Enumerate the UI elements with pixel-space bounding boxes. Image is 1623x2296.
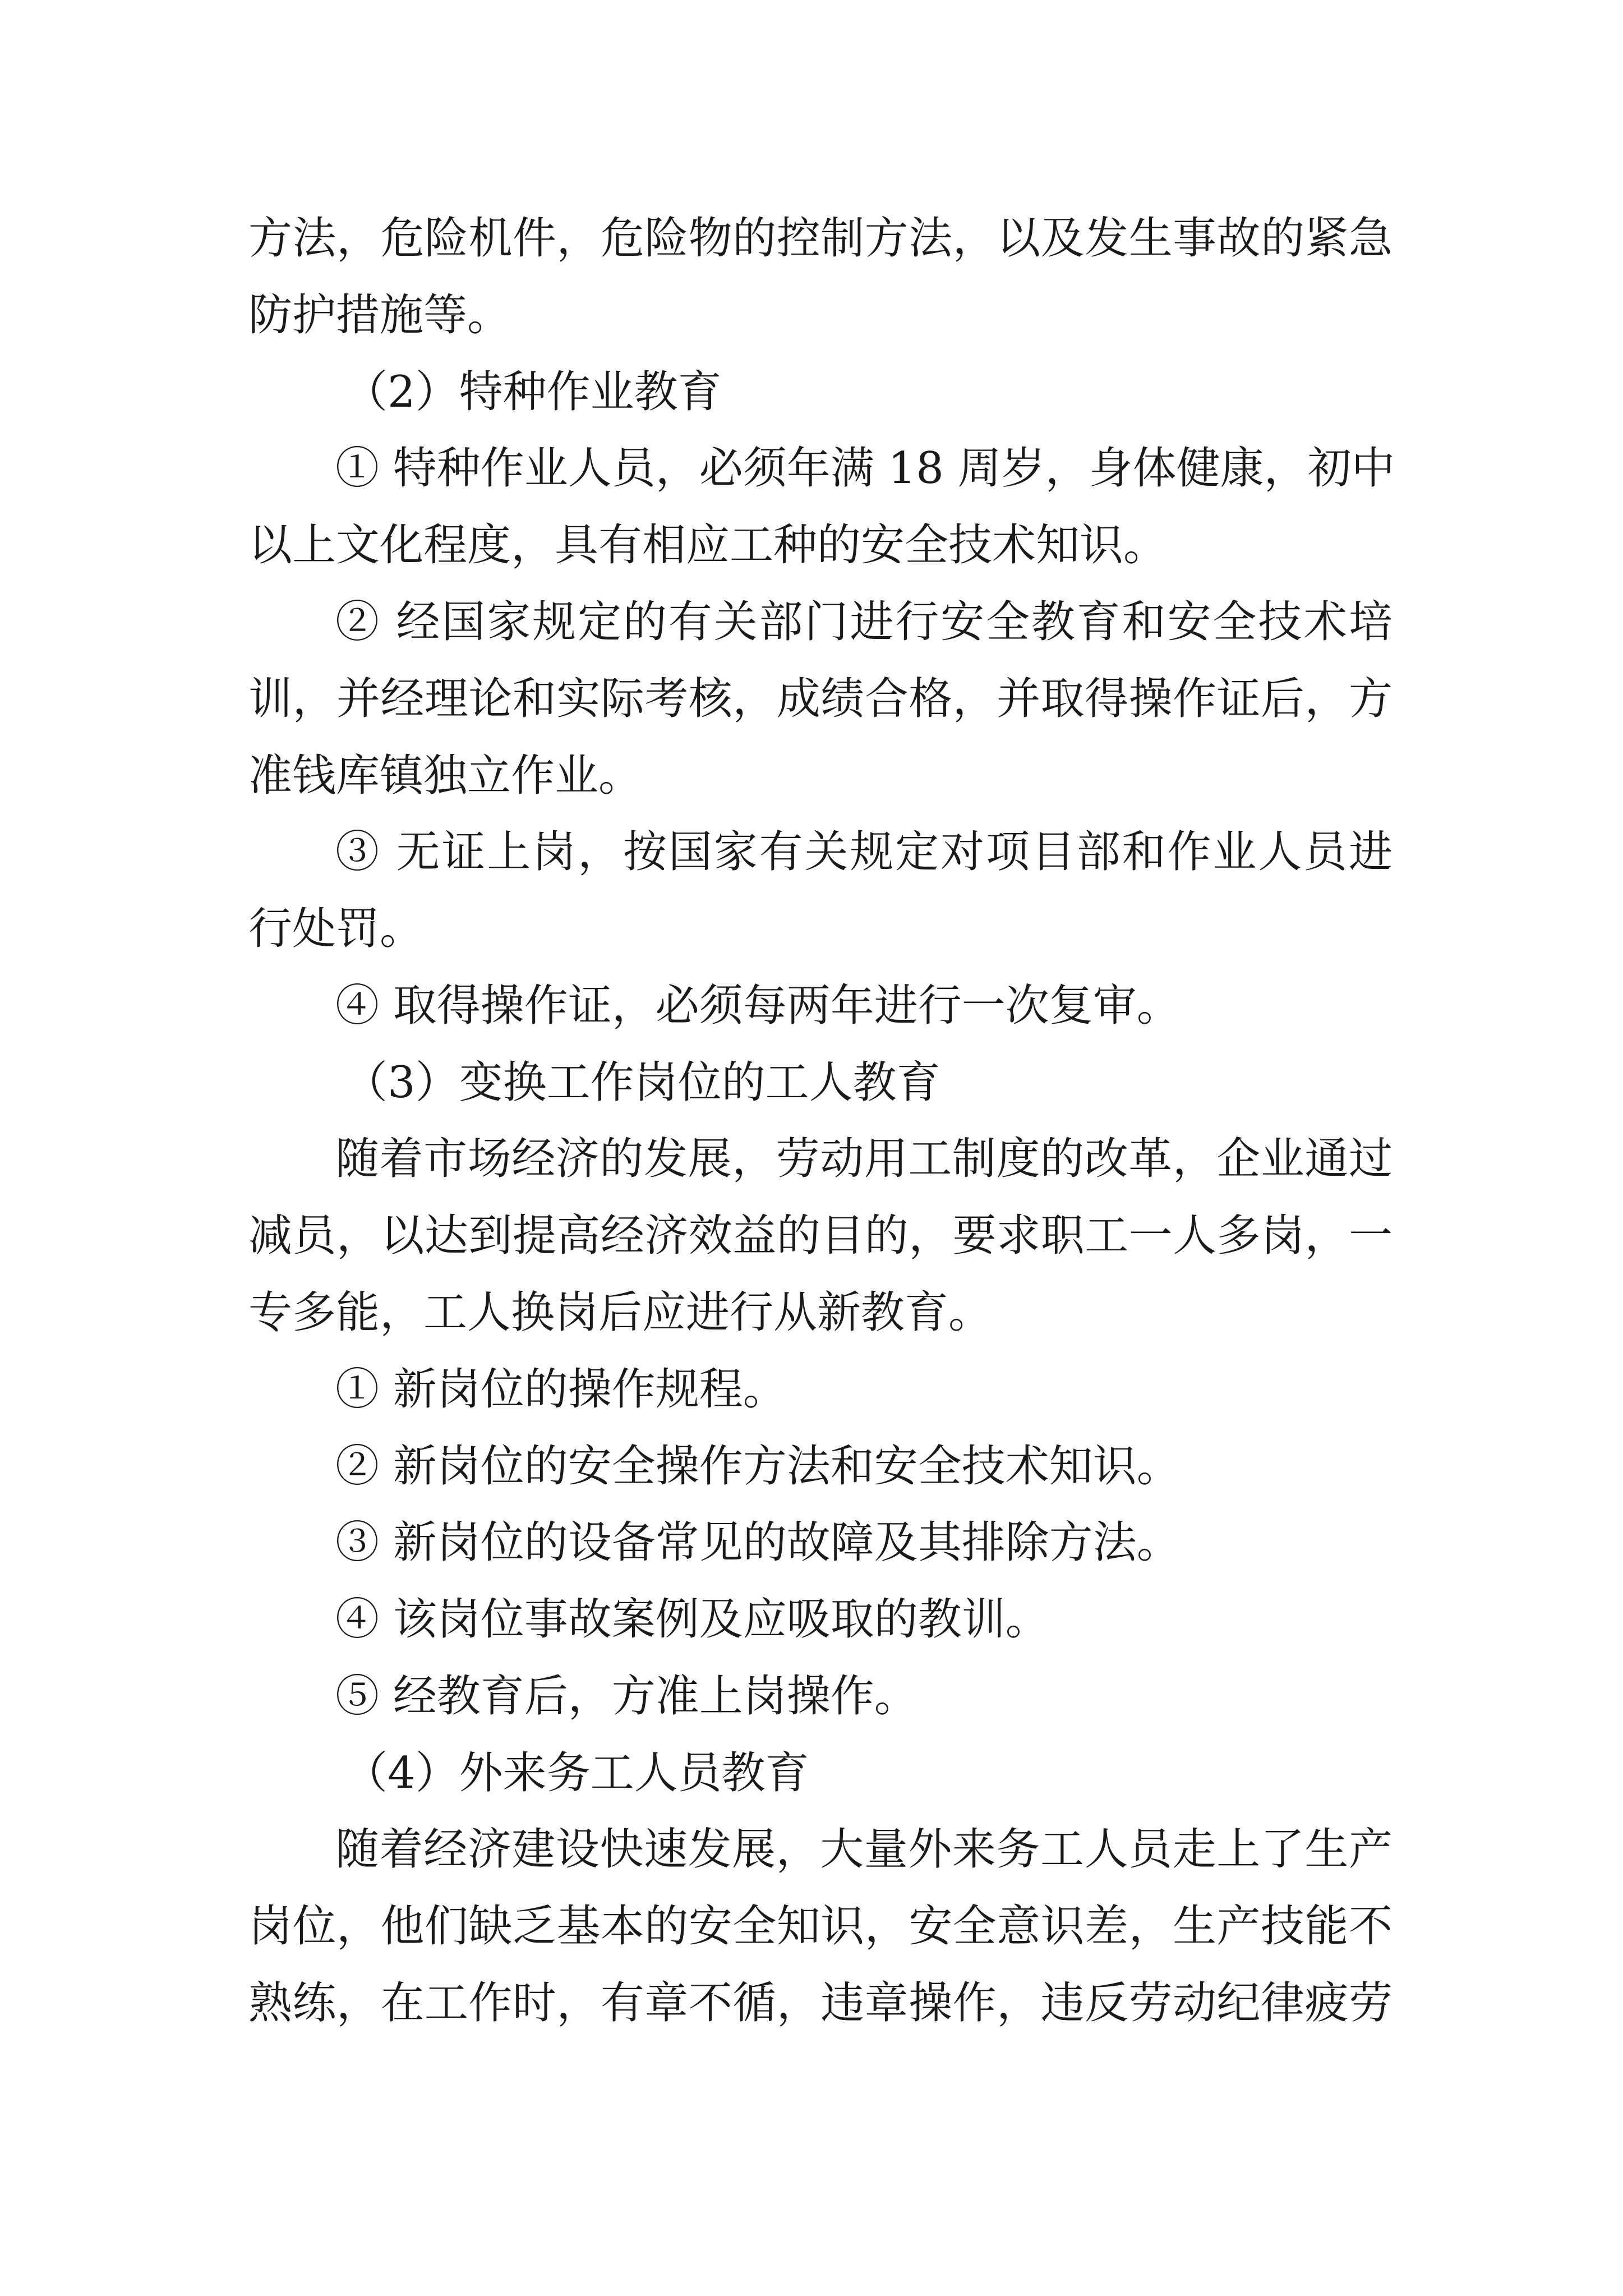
text-line-14: 减员，以达到提高经济效益的目的，要求职工一人多岗，一 [248,1211,1393,1261]
text-line-17: ② 新岗位的安全操作方法和安全技术知识。 [335,1441,1181,1492]
section-heading-3: （3）变换工作岗位的工人教育 [344,1057,940,1108]
text-line-22: 随着经济建设快速发展，大量外来务工人员走上了生产 [335,1824,1393,1875]
text-line-5: 以上文化程度，具有相应工种的安全技术知识。 [248,520,1168,570]
section-heading-2: （2）特种作业教育 [344,367,722,417]
text-line-1: 方法，危险机件，危险物的控制方法，以及发生事故的紧急 [248,213,1393,264]
text-line-11: ④ 取得操作证，必须每两年进行一次复审。 [335,981,1181,1031]
text-line-2: 防护措施等。 [248,290,511,341]
text-line-10: 行处罚。 [248,904,424,954]
text-line-23: 岗位，他们缺乏基本的安全知识，安全意识差，生产技能不 [248,1901,1393,1952]
text-line-6: ② 经国家规定的有关部门进行安全教育和安全技术培 [335,597,1393,647]
text-line-19: ④ 该岗位事故案例及应吸取的教训。 [335,1594,1049,1645]
text-line-24: 熟练，在工作时，有章不循，违章操作，违反劳动纪律疲劳 [248,1978,1393,2028]
text-line-15: 专多能，工人换岗后应进行从新教育。 [248,1287,993,1338]
text-line-16: ① 新岗位的操作规程。 [335,1364,787,1415]
text-line-8: 准钱库镇独立作业。 [248,751,643,801]
text-line-4: ① 特种作业人员，必须年满 18 周岁，身体健康，初中 [335,443,1395,494]
text-line-13: 随着市场经济的发展，劳动用工制度的改革，企业通过 [335,1134,1393,1184]
text-line-18: ③ 新岗位的设备常见的故障及其排除方法。 [335,1517,1181,1568]
text-line-7: 训，并经理论和实际考核，成绩合格，并取得操作证后，方 [248,674,1393,724]
text-line-20: ⑤ 经教育后，方准上岗操作。 [335,1671,918,1722]
section-heading-4: （4）外来务工人员教育 [344,1748,809,1798]
text-line-9: ③ 无证上岗，按国家有关规定对项目部和作业人员进 [335,827,1393,877]
